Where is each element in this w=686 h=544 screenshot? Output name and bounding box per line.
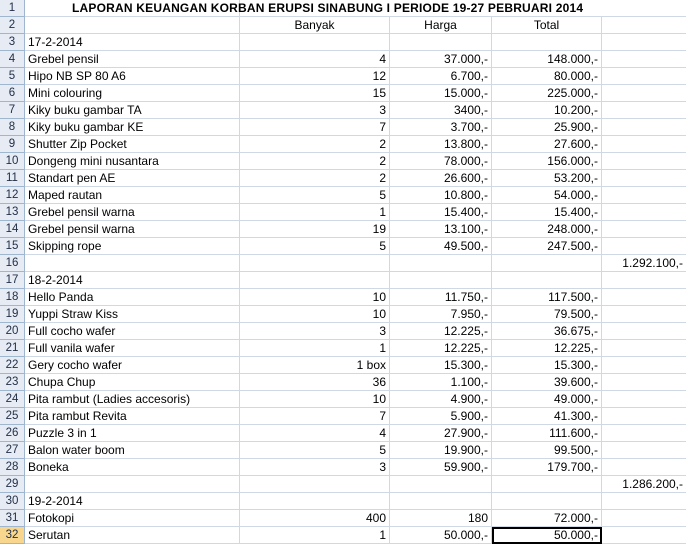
cell-qty[interactable]: 4 (240, 425, 390, 442)
cell-total[interactable]: 148.000,- (492, 51, 602, 68)
cell-subtotal[interactable] (602, 493, 686, 510)
cell-subtotal[interactable] (602, 391, 686, 408)
row-header[interactable]: 29 (0, 476, 25, 493)
row-header[interactable]: 21 (0, 340, 25, 357)
cell-total[interactable]: 79.500,- (492, 306, 602, 323)
cell-item[interactable]: Dongeng mini nusantara (25, 153, 240, 170)
cell-total[interactable]: 10.200,- (492, 102, 602, 119)
cell-e[interactable] (602, 0, 686, 17)
cell-price[interactable]: 13.100,- (390, 221, 492, 238)
cell-subtotal[interactable] (602, 153, 686, 170)
cell-qty[interactable]: 5 (240, 442, 390, 459)
cell-item[interactable]: 18-2-2014 (25, 272, 240, 289)
cell-price[interactable]: 1.100,- (390, 374, 492, 391)
row-header[interactable]: 18 (0, 289, 25, 306)
cell-price[interactable]: 78.000,- (390, 153, 492, 170)
row-header[interactable]: 31 (0, 510, 25, 527)
cell-item[interactable]: Kiky buku gambar TA (25, 102, 240, 119)
cell-total[interactable]: 41.300,- (492, 408, 602, 425)
cell-qty[interactable]: 15 (240, 85, 390, 102)
row-header[interactable]: 30 (0, 493, 25, 510)
cell-item[interactable]: Pita rambut Revita (25, 408, 240, 425)
cell-item[interactable]: Pita rambut (Ladies accesoris) (25, 391, 240, 408)
table-row (0, 0, 686, 17)
cell-total[interactable]: 117.500,- (492, 289, 602, 306)
cell-subtotal[interactable] (602, 442, 686, 459)
cell-item[interactable]: Grebel pensil warna (25, 221, 240, 238)
table-row (0, 459, 686, 476)
cell-subtotal[interactable] (602, 323, 686, 340)
cell-qty[interactable]: 36 (240, 374, 390, 391)
cell-subtotal[interactable] (602, 340, 686, 357)
cell-qty[interactable]: 2 (240, 153, 390, 170)
cell-total[interactable] (492, 272, 602, 289)
cell-qty[interactable]: 3 (240, 102, 390, 119)
table-row (0, 408, 686, 425)
table-row (0, 68, 686, 85)
cell-subtotal[interactable] (602, 289, 686, 306)
cell-qty[interactable]: 1 (240, 340, 390, 357)
cell-price[interactable]: 15.400,- (390, 204, 492, 221)
cell-total[interactable]: 99.500,- (492, 442, 602, 459)
cell-total[interactable]: 53.200,- (492, 170, 602, 187)
row-header[interactable]: 2 (0, 17, 25, 34)
cell-subtotal[interactable] (602, 136, 686, 153)
header-price[interactable]: Harga (390, 17, 492, 34)
table-row (0, 102, 686, 119)
cell-total[interactable]: 80.000,- (492, 68, 602, 85)
cell-qty[interactable]: 400 (240, 510, 390, 527)
row-header[interactable]: 20 (0, 323, 25, 340)
cell-qty[interactable]: 7 (240, 119, 390, 136)
table-row (0, 34, 686, 51)
cell-total[interactable]: 39.600,- (492, 374, 602, 391)
cell-qty[interactable]: 10 (240, 289, 390, 306)
cell-qty[interactable]: 1 (240, 204, 390, 221)
cell-item[interactable]: 19-2-2014 (25, 493, 240, 510)
row-header[interactable]: 25 (0, 408, 25, 425)
cell-qty[interactable]: 4 (240, 51, 390, 68)
row-header[interactable]: 5 (0, 68, 25, 85)
cell-item[interactable]: Full cocho wafer (25, 323, 240, 340)
table-row (0, 272, 686, 289)
table-row (0, 476, 686, 493)
cell-price[interactable]: 7.950,- (390, 306, 492, 323)
table-row (0, 255, 686, 272)
cell-total[interactable]: 50.000,- (492, 527, 602, 544)
cell-subtotal[interactable] (602, 510, 686, 527)
row-header[interactable]: 23 (0, 374, 25, 391)
row-header[interactable]: 13 (0, 204, 25, 221)
cell-item[interactable] (25, 476, 240, 493)
cell-price[interactable]: 12.225,- (390, 323, 492, 340)
cell-qty[interactable]: 3 (240, 323, 390, 340)
cell-qty[interactable]: 5 (240, 238, 390, 255)
cell-subtotal[interactable] (602, 357, 686, 374)
cell-total[interactable] (492, 255, 602, 272)
table-row (0, 391, 686, 408)
cell-subtotal[interactable] (602, 204, 686, 221)
cell-qty[interactable]: 10 (240, 306, 390, 323)
cell-price[interactable]: 59.900,- (390, 459, 492, 476)
cell-total[interactable]: 156.000,- (492, 153, 602, 170)
cell-subtotal[interactable]: 1.292.100,- (602, 255, 686, 272)
cell-subtotal[interactable] (602, 51, 686, 68)
row-header[interactable]: 17 (0, 272, 25, 289)
table-row (0, 340, 686, 357)
cell-price[interactable] (390, 476, 492, 493)
table-row (0, 374, 686, 391)
cell-price[interactable] (390, 493, 492, 510)
table-row (0, 17, 686, 34)
table-row (0, 238, 686, 255)
cell-qty[interactable]: 2 (240, 170, 390, 187)
cell-item[interactable]: Boneka (25, 459, 240, 476)
cell-total[interactable]: 36.675,- (492, 323, 602, 340)
row-header[interactable]: 32 (0, 527, 25, 544)
cell-subtotal[interactable] (602, 34, 686, 51)
cell-price[interactable] (390, 34, 492, 51)
cell-price[interactable]: 3.700,- (390, 119, 492, 136)
table-row (0, 153, 686, 170)
cell-item[interactable]: 17-2-2014 (25, 34, 240, 51)
row-header[interactable]: 26 (0, 425, 25, 442)
cell-item[interactable]: Shutter Zip Pocket (25, 136, 240, 153)
table-row (0, 510, 686, 527)
cell-subtotal[interactable] (602, 459, 686, 476)
cell-item[interactable]: Full vanila wafer (25, 340, 240, 357)
cell-item[interactable]: Serutan (25, 527, 240, 544)
cell-subtotal[interactable] (602, 85, 686, 102)
cell-total[interactable] (492, 476, 602, 493)
row-header[interactable]: 4 (0, 51, 25, 68)
cell-price[interactable]: 15.000,- (390, 85, 492, 102)
row-header[interactable]: 8 (0, 119, 25, 136)
cell-total[interactable]: 25.900,- (492, 119, 602, 136)
cell-subtotal[interactable] (602, 272, 686, 289)
row-header[interactable]: 15 (0, 238, 25, 255)
cell-item[interactable]: Standart pen AE (25, 170, 240, 187)
row-header[interactable]: 6 (0, 85, 25, 102)
table-row (0, 85, 686, 102)
cell-qty[interactable]: 7 (240, 408, 390, 425)
cell-subtotal[interactable] (602, 374, 686, 391)
cell-qty[interactable] (240, 476, 390, 493)
cell-total[interactable] (492, 34, 602, 51)
cell-price[interactable]: 11.750,- (390, 289, 492, 306)
table-row (0, 170, 686, 187)
row-header[interactable]: 12 (0, 187, 25, 204)
cell-qty[interactable] (240, 272, 390, 289)
cell-subtotal[interactable] (602, 527, 686, 544)
cell-price[interactable]: 12.225,- (390, 340, 492, 357)
cell-total[interactable]: 111.600,- (492, 425, 602, 442)
cell-item[interactable]: Puzzle 3 in 1 (25, 425, 240, 442)
cell-item[interactable]: Balon water boom (25, 442, 240, 459)
cell-price[interactable]: 6.700,- (390, 68, 492, 85)
cell-subtotal[interactable]: 1.286.200,- (602, 476, 686, 493)
cell-qty[interactable]: 3 (240, 459, 390, 476)
cell-total[interactable]: 72.000,- (492, 510, 602, 527)
cell-price[interactable]: 180 (390, 510, 492, 527)
table-row (0, 527, 686, 544)
cell-qty[interactable]: 2 (240, 136, 390, 153)
cell-a[interactable] (25, 17, 240, 34)
cell-total[interactable]: 27.600,- (492, 136, 602, 153)
table-row (0, 51, 686, 68)
row-header[interactable]: 22 (0, 357, 25, 374)
cell-item[interactable]: Maped rautan (25, 187, 240, 204)
cell-qty[interactable]: 1 box (240, 357, 390, 374)
header-qty[interactable]: Banyak (240, 17, 390, 34)
row-header[interactable]: 19 (0, 306, 25, 323)
cell-total[interactable]: 225.000,- (492, 85, 602, 102)
cell-price[interactable]: 26.600,- (390, 170, 492, 187)
cell-price[interactable]: 4.900,- (390, 391, 492, 408)
cell-price[interactable]: 15.300,- (390, 357, 492, 374)
table-row (0, 493, 686, 510)
table-row (0, 357, 686, 374)
cell-price[interactable]: 5.900,- (390, 408, 492, 425)
cell-item[interactable]: Kiky buku gambar KE (25, 119, 240, 136)
cell-item[interactable]: Skipping rope (25, 238, 240, 255)
cell-item[interactable] (25, 255, 240, 272)
cell-item[interactable]: Gery cocho wafer (25, 357, 240, 374)
cell-qty[interactable]: 1 (240, 527, 390, 544)
cell-price[interactable] (390, 255, 492, 272)
cell-qty[interactable]: 12 (240, 68, 390, 85)
cell-subtotal[interactable] (602, 119, 686, 136)
cell-price[interactable]: 37.000,- (390, 51, 492, 68)
table-row (0, 442, 686, 459)
cell-total[interactable]: 49.000,- (492, 391, 602, 408)
table-row (0, 425, 686, 442)
cell-price[interactable]: 10.800,- (390, 187, 492, 204)
cell-total[interactable]: 248.000,- (492, 221, 602, 238)
row-header[interactable]: 16 (0, 255, 25, 272)
cell-total[interactable]: 15.400,- (492, 204, 602, 221)
cell-total[interactable]: 12.225,- (492, 340, 602, 357)
table-row (0, 323, 686, 340)
cell-qty[interactable] (240, 34, 390, 51)
cell-item[interactable]: Grebel pensil warna (25, 204, 240, 221)
table-row (0, 204, 686, 221)
table-row (0, 289, 686, 306)
cell-subtotal[interactable] (602, 221, 686, 238)
cell-price[interactable] (390, 272, 492, 289)
cell-item[interactable]: Yuppi Straw Kiss (25, 306, 240, 323)
cell-item[interactable]: Chupa Chup (25, 374, 240, 391)
row-header[interactable]: 7 (0, 102, 25, 119)
row-header[interactable]: 14 (0, 221, 25, 238)
cell-subtotal[interactable] (602, 238, 686, 255)
cell-price[interactable]: 3400,- (390, 102, 492, 119)
cell-subtotal[interactable] (602, 170, 686, 187)
cell-subtotal[interactable] (602, 187, 686, 204)
table-row (0, 221, 686, 238)
cell-total[interactable]: 247.500,- (492, 238, 602, 255)
cell-qty[interactable]: 5 (240, 187, 390, 204)
cell-subtotal[interactable] (602, 306, 686, 323)
row-header[interactable]: 24 (0, 391, 25, 408)
row-header[interactable]: 27 (0, 442, 25, 459)
cell-item[interactable]: Grebel pensil (25, 51, 240, 68)
table-row (0, 136, 686, 153)
cell-item[interactable]: Hipo NB SP 80 A6 (25, 68, 240, 85)
row-header[interactable]: 10 (0, 153, 25, 170)
row-header[interactable]: 28 (0, 459, 25, 476)
cell-total[interactable]: 54.000,- (492, 187, 602, 204)
cell-price[interactable]: 27.900,- (390, 425, 492, 442)
row-header[interactable]: 1 (0, 0, 25, 17)
cell-qty[interactable] (240, 255, 390, 272)
cell-subtotal[interactable] (602, 102, 686, 119)
row-header[interactable]: 3 (0, 34, 25, 51)
cell-price[interactable]: 13.800,- (390, 136, 492, 153)
cell-qty[interactable]: 10 (240, 391, 390, 408)
cell-subtotal[interactable] (602, 408, 686, 425)
cell-e[interactable] (602, 17, 686, 34)
cell-item[interactable]: Fotokopi (25, 510, 240, 527)
cell-price[interactable]: 19.900,- (390, 442, 492, 459)
cell-subtotal[interactable] (602, 425, 686, 442)
row-header[interactable]: 11 (0, 170, 25, 187)
cell-item[interactable]: Hello Panda (25, 289, 240, 306)
cell-price[interactable]: 49.500,- (390, 238, 492, 255)
table-row (0, 187, 686, 204)
cell-price[interactable]: 50.000,- (390, 527, 492, 544)
row-header[interactable]: 9 (0, 136, 25, 153)
cell-qty[interactable]: 19 (240, 221, 390, 238)
cell-subtotal[interactable] (602, 68, 686, 85)
header-total[interactable]: Total (492, 17, 602, 34)
table-row (0, 306, 686, 323)
table-row (0, 119, 686, 136)
cell-item[interactable]: Mini colouring (25, 85, 240, 102)
cell-total[interactable]: 179.700,- (492, 459, 602, 476)
cell-total[interactable]: 15.300,- (492, 357, 602, 374)
sheet-title[interactable]: LAPORAN KEUANGAN KORBAN ERUPSI SINABUNG I PERIODE 19-27 PEBRUARI 2014 (70, 0, 602, 17)
cell-total[interactable] (492, 493, 602, 510)
cell-qty[interactable] (240, 493, 390, 510)
